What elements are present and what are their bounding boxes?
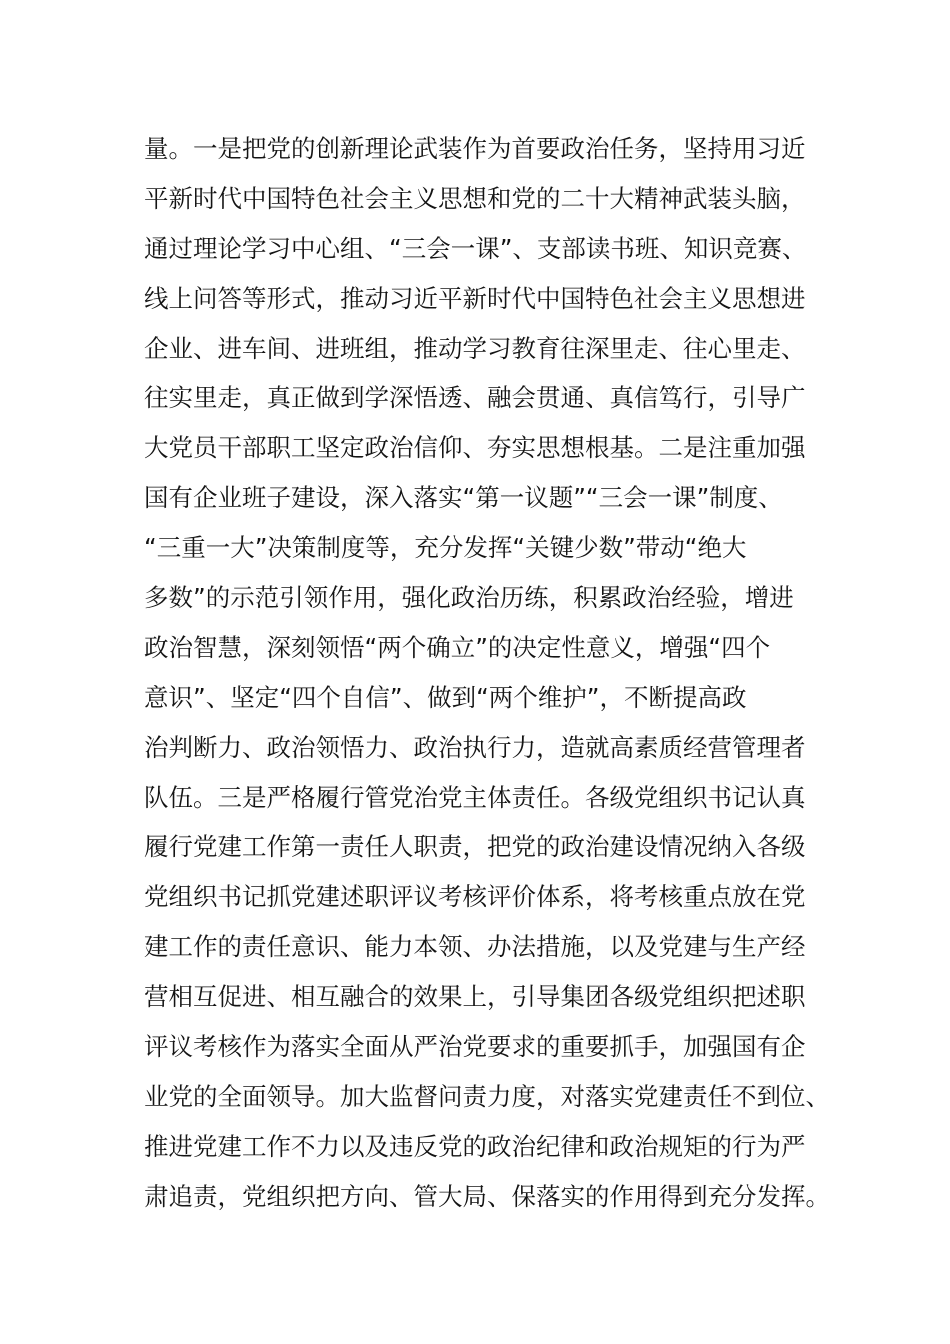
- text-line: 意识”、坚定“四个自信”、做到“两个维护”，不断提高政: [144, 682, 747, 712]
- body-paragraph: [144, 124, 834, 1222]
- text-line: 推进党建工作不力以及违反党的政治纪律和政治规矩的行为严: [144, 1131, 806, 1161]
- text-line: 线上问答等形式，推动习近平新时代中国特色社会主义思想进: [144, 283, 806, 313]
- text-line: 量。一是把党的创新理论武装作为首要政治任务，坚持用习近: [144, 134, 806, 163]
- text-line: 评议考核作为落实全面从严治党要求的重要抓手，加强国有企: [144, 1032, 806, 1062]
- text-line: 党组织书记抓党建述职评议考核评价体系，将考核重点放在党: [144, 882, 806, 912]
- text-line: 治判断力、政治领悟力、政治执行力，造就高素质经营管理者: [144, 732, 806, 762]
- text-line: 多数”的示范引领作用，强化政治历练，积累政治经验，增进: [144, 583, 794, 613]
- text-line: 业党的全面领导。加大监督问责力度，对落实党建责任不到位、: [144, 1081, 830, 1111]
- text-line: 肃追责，党组织把方向、管大局、保落实的作用得到充分发挥。: [144, 1181, 830, 1211]
- text-line: “三重一大”决策制度等，充分发挥“关键少数”带动“绝大: [144, 533, 747, 563]
- text-line: 国有企业班子建设，深入落实“第一议题”“三会一课”制度、: [144, 483, 783, 513]
- text-line: 队伍。三是严格履行管党治党主体责任。各级党组织书记认真: [144, 782, 806, 812]
- text-line: 往实里走，真正做到学深悟透、融会贯通、真信笃行，引导广: [144, 383, 806, 413]
- text-line: 大党员干部职工坚定政治信仰、夯实思想根基。二是注重加强: [144, 433, 806, 463]
- text-line: 政治智慧，深刻领悟“两个确立”的决定性意义，增强“四个: [144, 632, 771, 662]
- text-line: 平新时代中国特色社会主义思想和党的二十大精神武装头脑，: [144, 183, 806, 213]
- text-line: 企业、进车间、进班组，推动学习教育往深里走、往心里走、: [144, 333, 806, 363]
- text-line: 通过理论学习中心组、“三会一课”、支部读书班、知识竞赛、: [144, 233, 807, 263]
- text-line: 履行党建工作第一责任人职责，把党的政治建设情况纳入各级: [144, 832, 806, 862]
- text-line: 建工作的责任意识、能力本领、办法措施，以及党建与生产经: [144, 932, 806, 962]
- text-line: 营相互促进、相互融合的效果上，引导集团各级党组织把述职: [144, 982, 806, 1012]
